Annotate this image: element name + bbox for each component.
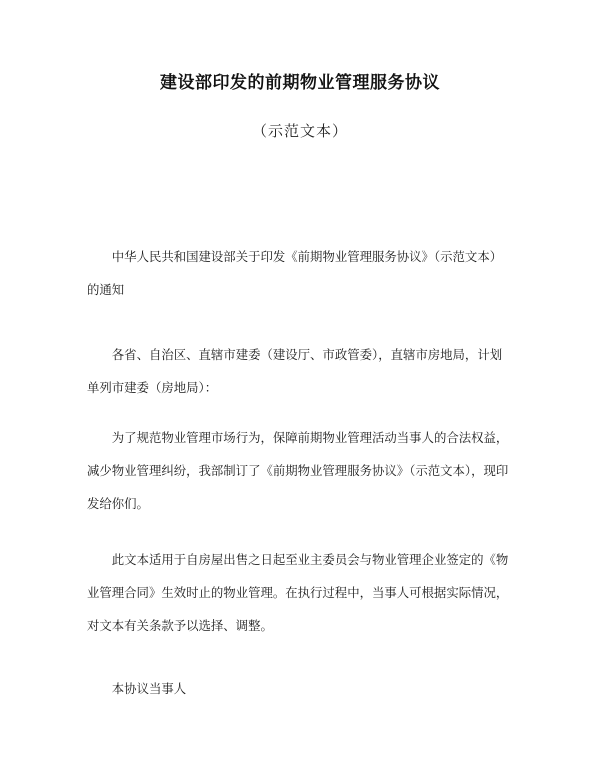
paragraph-notice-heading: 中华人民共和国建设部关于印发《前期物业管理服务协议》（示范文本）的通知 bbox=[87, 249, 503, 297]
paragraph-scope: 此文本适用于自房屋出售之日起至业主委员会与物业管理企业签定的《物业管理合同》生效时止的物业管理。在执行过程中，当事人可根据实际情况，对文本有关条款予以选择、调整。 bbox=[87, 552, 509, 633]
paragraph-parties: 本协议当事人 bbox=[111, 681, 187, 696]
document-title: 建设部印发的前期物业管理服务协议 bbox=[160, 73, 440, 93]
paragraph-purpose: 为了规范物业管理市场行为，保障前期物业管理活动当事人的合法权益，减少物业管理纠纷，我部制订了《前期物业管理服务协议》（示范文本），现印发给你们。 bbox=[87, 430, 509, 511]
document-subtitle: （示范文本） bbox=[251, 122, 348, 140]
paragraph-addressees: 各省、自治区、直辖市建委（建设厅、市政管委），直辖市房地局，计划单列市建委（房地局）： bbox=[87, 347, 503, 395]
